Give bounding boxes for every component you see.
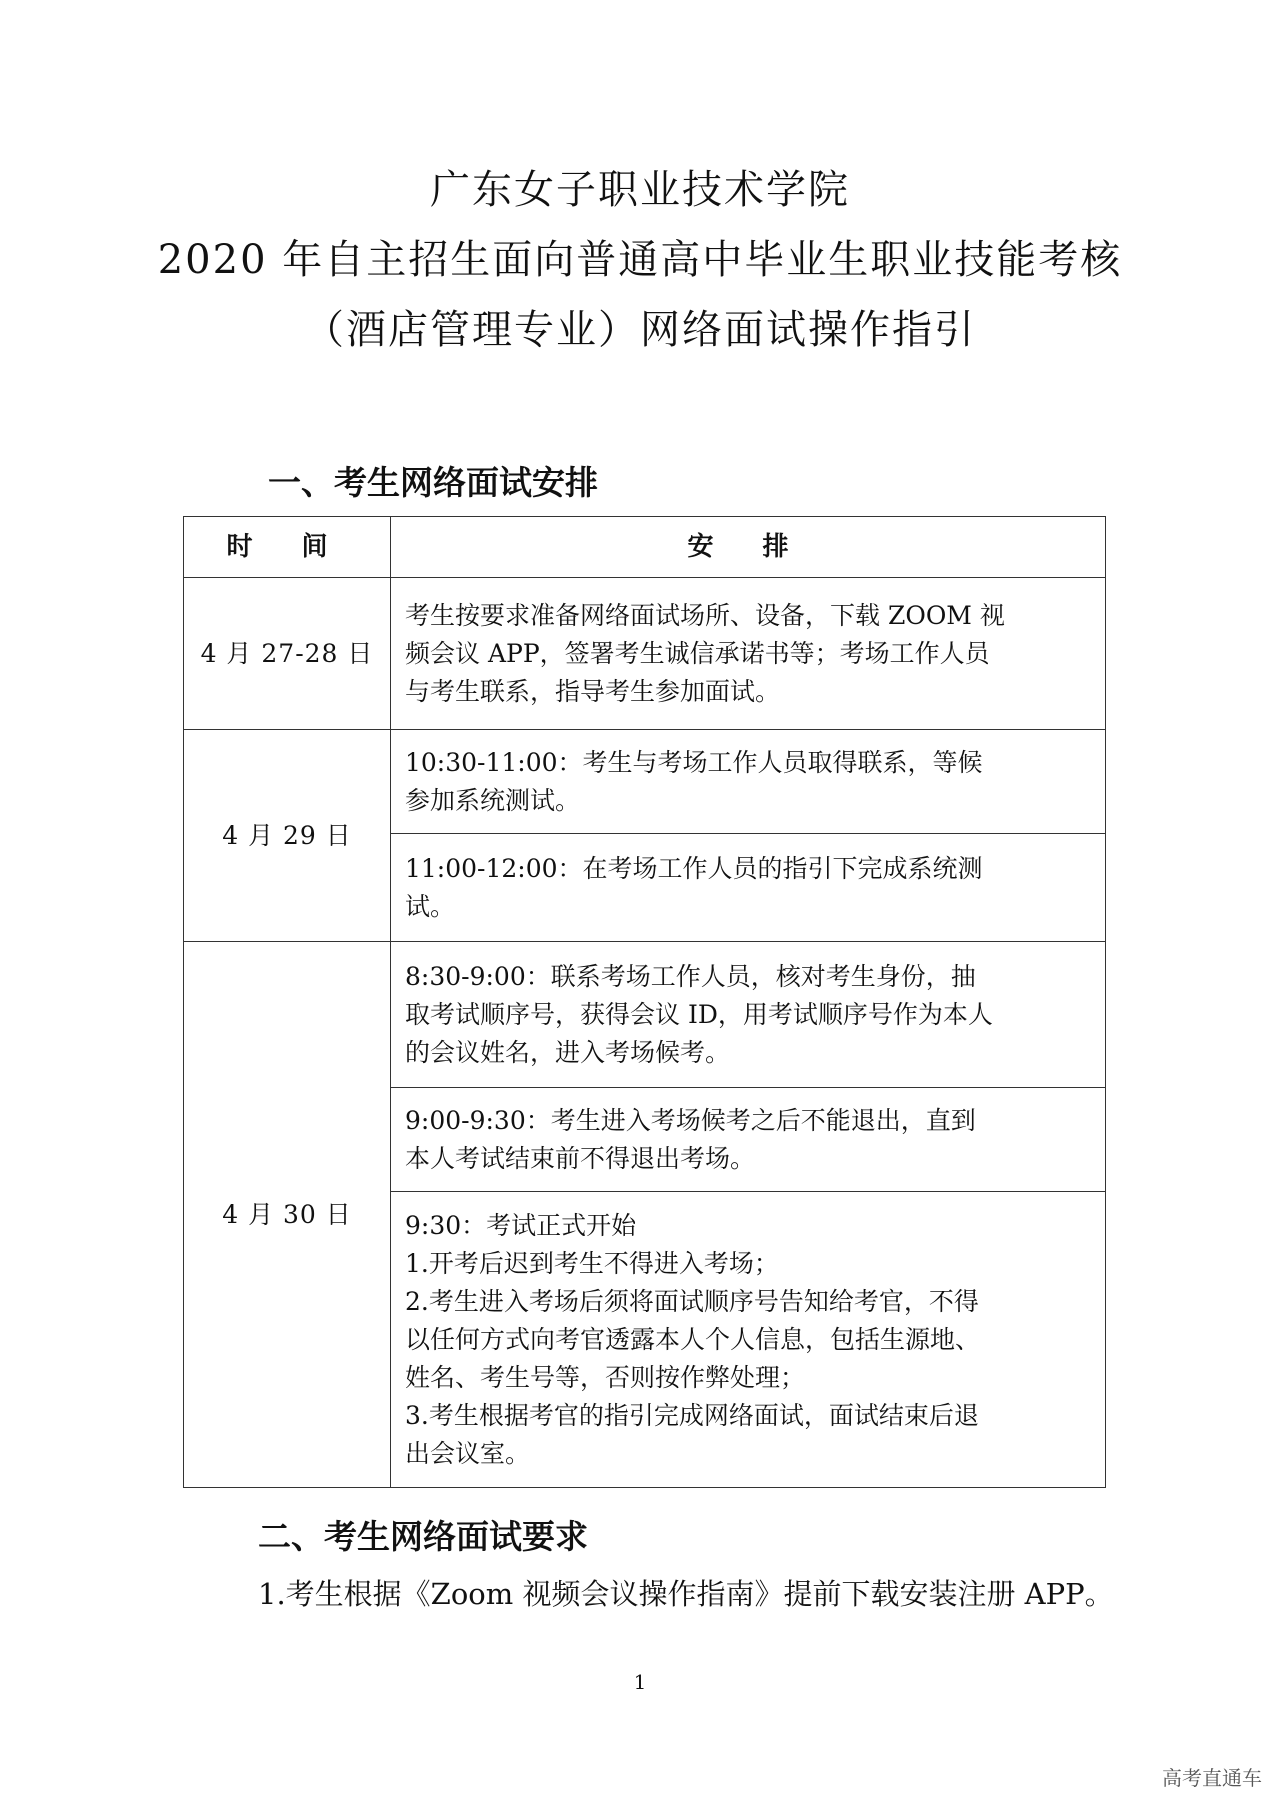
arrangement-cell-day2-slot2 bbox=[391, 834, 1106, 942]
text-line: 本人考试结束前不得退出考场。 bbox=[405, 1143, 756, 1173]
date-cell-day2: 4 月 29 日 bbox=[184, 730, 391, 942]
text-line: 8:30-9:00：联系考场工作人员，核对考生身份，抽 bbox=[405, 961, 976, 991]
watermark: 高考直通车 bbox=[1162, 1766, 1262, 1790]
schedule-table bbox=[183, 516, 1106, 1488]
requirement-paragraph-1: 1.考生根据《Zoom 视频会议操作指南》提前下载安装注册 APP。 bbox=[258, 1577, 1114, 1611]
text-line: 9:00-9:30：考生进入考场候考之后不能退出，直到 bbox=[405, 1105, 976, 1135]
text-line: 10:30-11:00：考生与考场工作人员取得联系，等候 bbox=[405, 747, 983, 777]
arrangement-cell-day2-slot1 bbox=[391, 730, 1106, 834]
text-line: 频会议 APP，签署考生诚信承诺书等；考场工作人员 bbox=[405, 638, 990, 668]
table-row bbox=[184, 578, 1106, 730]
text-line: 试。 bbox=[405, 891, 456, 921]
text-line: 出会议室。 bbox=[405, 1438, 531, 1468]
table-row bbox=[184, 730, 1106, 834]
header-arrangement: 安 排 bbox=[391, 517, 1106, 578]
table-row bbox=[184, 942, 1106, 1088]
text-line: 以任何方式向考官透露本人个人信息，包括生源地、 bbox=[405, 1324, 981, 1354]
section-heading-1: 一、考生网络面试安排 bbox=[268, 463, 598, 502]
text-line: 姓名、考生号等，否则按作弊处理； bbox=[405, 1362, 806, 1392]
section-heading-2: 二、考生网络面试要求 bbox=[258, 1517, 588, 1556]
text-line: 2.考生进入考场后须将面试顺序号告知给考官，不得 bbox=[405, 1286, 979, 1316]
text-line: 9:30：考试正式开始 bbox=[405, 1210, 637, 1240]
text-line: 参加系统测试。 bbox=[405, 785, 581, 815]
text-line: 的会议姓名，进入考场候考。 bbox=[405, 1037, 731, 1067]
document-title-line-2: 2020 年自主招生面向普通高中毕业生职业技能考核 bbox=[157, 237, 1123, 283]
page-number: 1 bbox=[633, 1670, 647, 1694]
document-title-line-1: 广东女子职业技术学院 bbox=[430, 167, 850, 213]
date-cell-day1: 4 月 27-28 日 bbox=[184, 578, 391, 730]
text-line: 取考试顺序号，获得会议 ID，用考试顺序号作为本人 bbox=[405, 999, 993, 1029]
table-header-row bbox=[184, 517, 1106, 578]
text-line: 1.开考后迟到考生不得进入考场； bbox=[405, 1248, 779, 1278]
arrangement-cell-day1 bbox=[391, 578, 1106, 730]
text-line: 3.考生根据考官的指引完成网络面试，面试结束后退 bbox=[405, 1400, 979, 1430]
text-line: 与考生联系，指导考生参加面试。 bbox=[405, 676, 781, 706]
text-line: 考生按要求准备网络面试场所、设备，下载 ZOOM 视 bbox=[405, 600, 1005, 630]
arrangement-cell-day3-slot3 bbox=[391, 1192, 1106, 1488]
date-cell-day3: 4 月 30 日 bbox=[184, 942, 391, 1488]
text-line: 11:00-12:00：在考场工作人员的指引下完成系统测 bbox=[405, 853, 983, 883]
arrangement-cell-day3-slot2 bbox=[391, 1088, 1106, 1192]
document-title-line-3: （酒店管理专业）网络面试操作指引 bbox=[304, 307, 976, 353]
header-time: 时 间 bbox=[184, 517, 391, 578]
arrangement-cell-day3-slot1 bbox=[391, 942, 1106, 1088]
